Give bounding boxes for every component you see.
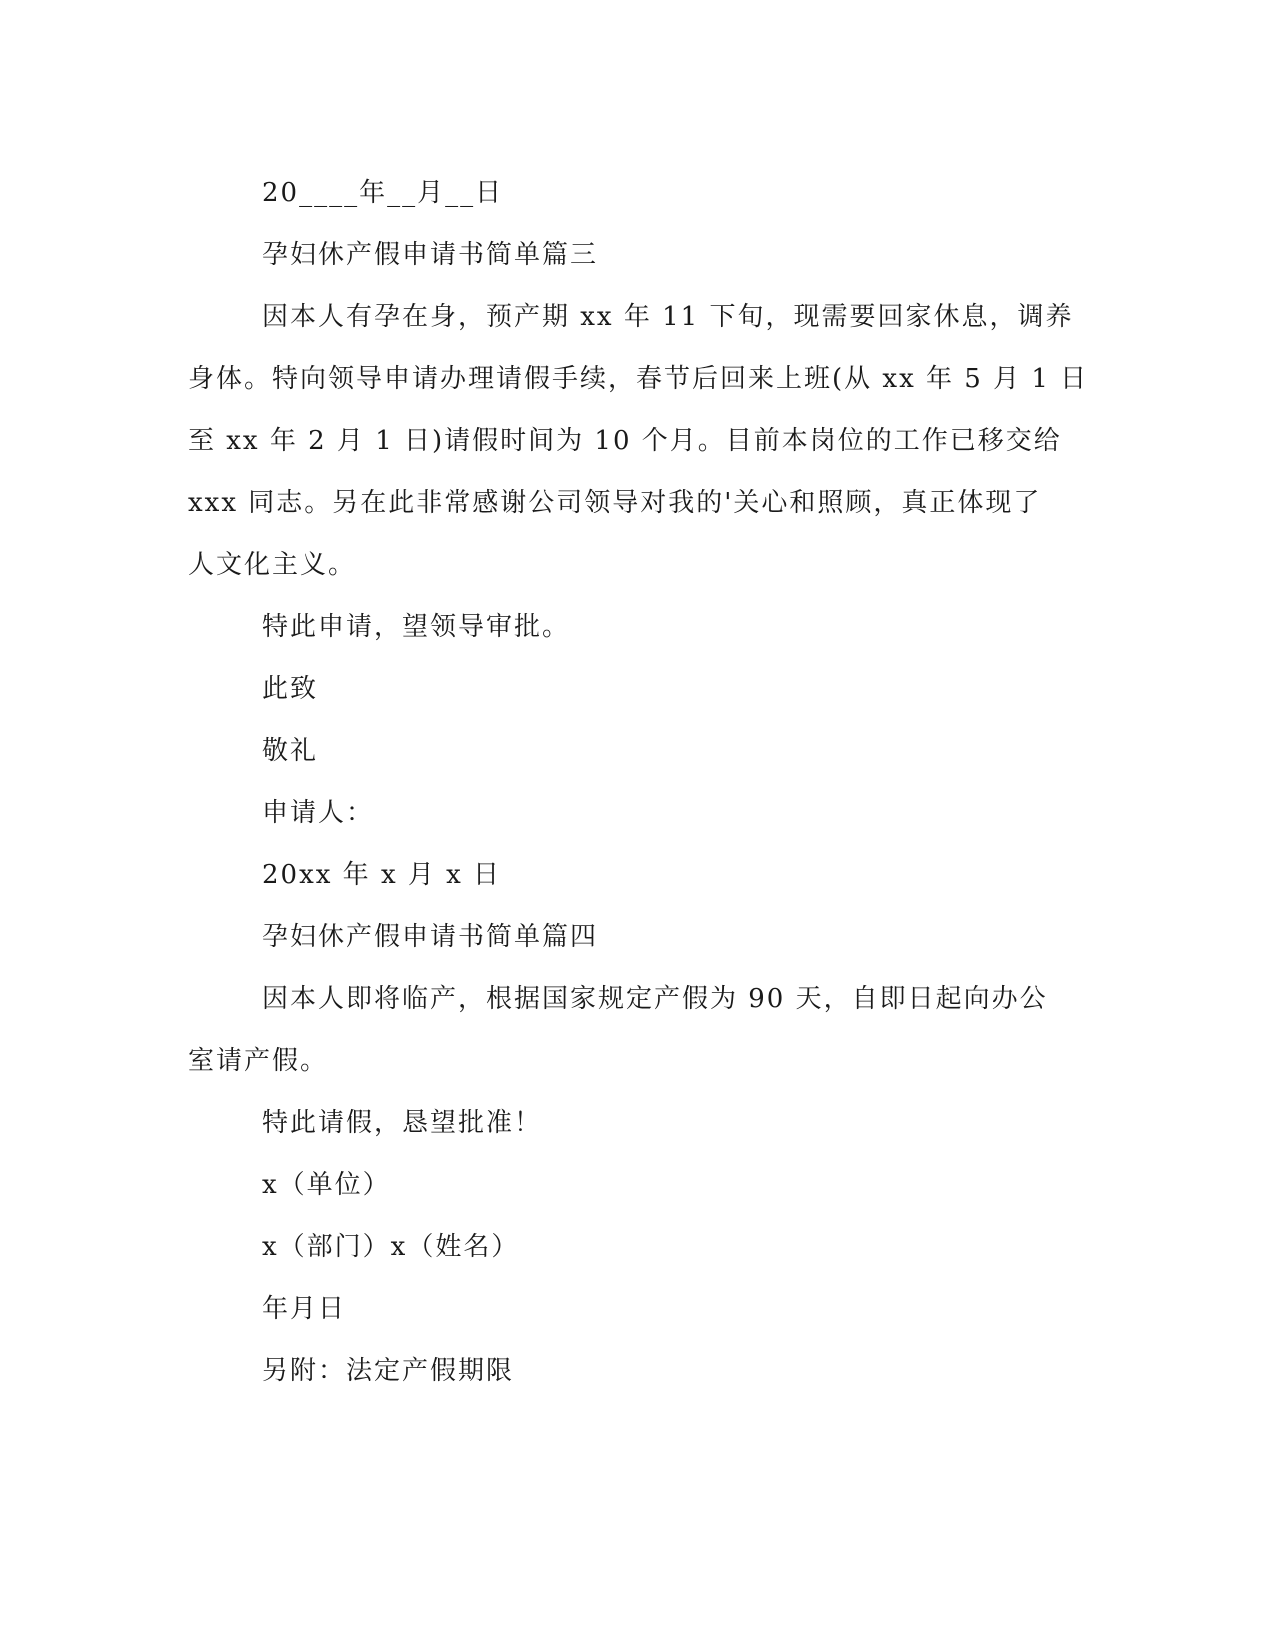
paragraph-line: 因本人即将临产，根据国家规定产假为 90 天，自即日起向办公: [262, 984, 1048, 1014]
paragraph-line: 因本人有孕在身，预产期 xx 年 11 下旬，现需要回家休息，调养: [262, 302, 1074, 332]
request-line: 特此申请，望领导审批。: [262, 612, 571, 642]
request-line: 特此请假，恳望批准！: [262, 1108, 543, 1138]
paragraph-line: xxx 同志。另在此非常感谢公司领导对我的'关心和照顾，真正体现了: [188, 488, 1042, 518]
date-line: 年月日: [262, 1294, 347, 1324]
department-name-line: x（部门）x（姓名）: [262, 1232, 520, 1262]
section-heading-4: 孕妇休产假申请书简单篇四: [262, 922, 599, 952]
document-body: [188, 162, 1089, 1402]
closing-salutation: 此致: [262, 674, 319, 704]
paragraph-line: 人文化主义。: [188, 550, 357, 580]
paragraph-line: 室请产假。: [188, 1046, 329, 1076]
paragraph-line: 至 xx 年 2 月 1 日)请假时间为 10 个月。目前本岗位的工作已移交给: [188, 426, 1062, 456]
date-blank-line: 20____年__月__日: [262, 178, 504, 208]
unit-line: x（单位）: [262, 1170, 391, 1200]
section-heading-3: 孕妇休产假申请书简单篇三: [262, 240, 599, 270]
closing-regards: 敬礼: [262, 736, 319, 766]
signature-date: 20xx 年 x 月 x 日: [262, 860, 502, 890]
applicant-label: 申请人：: [262, 798, 375, 828]
paragraph-line: 身体。特向领导申请办理请假手续，春节后回来上班(从 xx 年 5 月 1 日: [188, 364, 1089, 394]
appendix-line: 另附：法定产假期限: [262, 1356, 515, 1386]
